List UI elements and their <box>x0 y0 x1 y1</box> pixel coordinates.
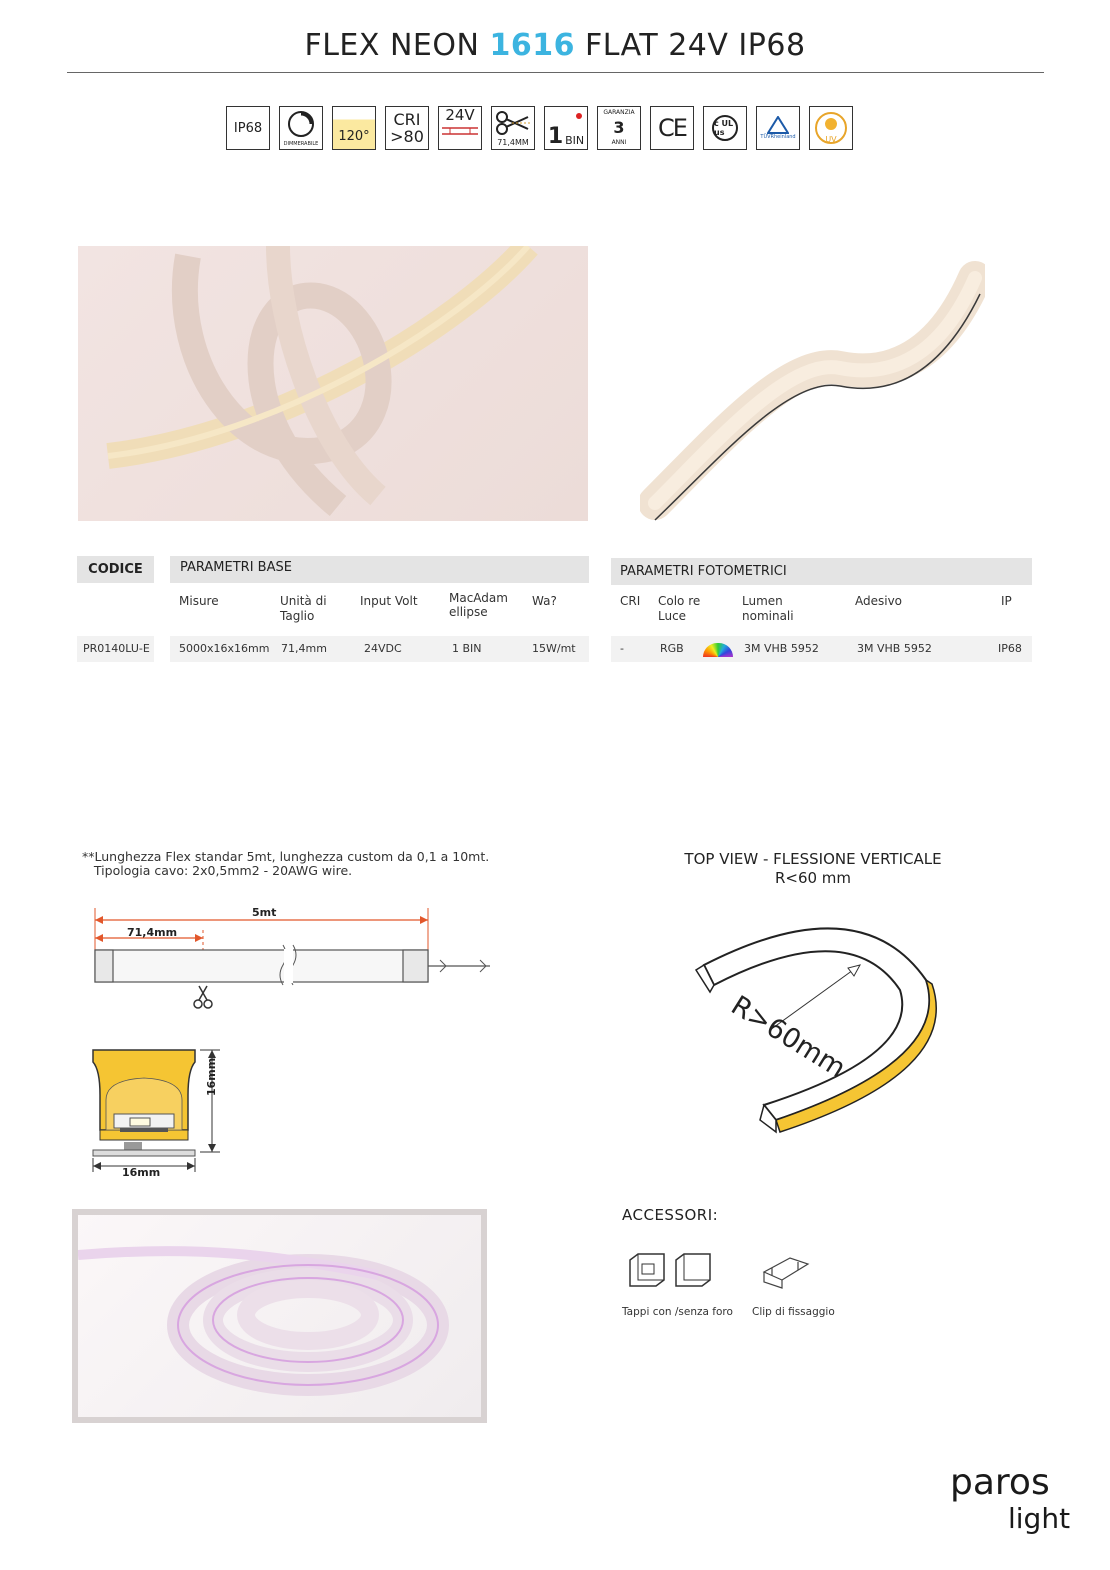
voltage-icon: 24V <box>438 106 482 150</box>
row-adesivo: 3M VHB 5952 <box>857 642 932 655</box>
page-title <box>0 28 1110 63</box>
row-ip: IP68 <box>998 642 1022 655</box>
col-lumen: Lumen nominali <box>742 594 794 623</box>
warranty-icon: GARANZIA 3 ANNI <box>597 106 641 150</box>
height-label: 16mm <box>205 1057 218 1096</box>
row-macadam: 1 BIN <box>452 642 482 655</box>
col-macadam: MacAdam ellipse <box>449 591 508 619</box>
cut-icon: 71,4MM <box>491 106 535 150</box>
product-photo-1 <box>78 246 588 521</box>
ce-icon: CE <box>650 106 694 150</box>
tuv-icon: TÜVRheinland <box>756 106 800 150</box>
cut-length-label: 71,4mm <box>127 926 178 939</box>
feature-icons <box>226 106 853 152</box>
caps-label: Tappi con /senza foro <box>622 1306 733 1318</box>
col-ip: IP <box>1001 594 1012 608</box>
col-input-volt: Input Volt <box>360 594 418 608</box>
row-unita: 71,4mm <box>281 642 327 655</box>
foto-params-header: PARAMETRI FOTOMETRICI <box>611 558 1032 585</box>
row-colore: RGB <box>660 642 684 655</box>
col-adesivo: Adesivo <box>855 594 903 608</box>
beam-angle-icon: 120° <box>332 106 376 150</box>
col-colore: Colo re Luce <box>658 594 701 623</box>
col-unita: Unità di Taglio <box>280 594 327 623</box>
uv-icon: UV <box>809 106 853 150</box>
width-label: 16mm <box>122 1166 161 1179</box>
topview-line1: TOP VIEW - FLESSIONE VERTICALE <box>684 850 942 868</box>
mounting-clip-icon <box>760 1252 812 1290</box>
row-watt: 15W/mt <box>532 642 576 655</box>
row-lumen: 3M VHB 5952 <box>744 642 819 655</box>
total-length-label: 5mt <box>252 906 277 919</box>
ul-icon: c UL us <box>703 106 747 150</box>
row-input-volt: 24VDC <box>364 642 402 655</box>
row-codice: PR0140LU-E <box>83 642 150 655</box>
title-post: FLAT 24V IP68 <box>574 28 806 63</box>
product-photo-2 <box>640 258 985 528</box>
topview-line2: R<60 mm <box>774 869 852 887</box>
base-params-header: PARAMETRI BASE <box>170 556 589 583</box>
row-misure: 5000x16x16mm <box>179 642 270 655</box>
title-pre: FLEX NEON <box>304 28 490 63</box>
brand-logo-light: light <box>1008 1502 1071 1535</box>
col-misure: Misure <box>179 594 219 608</box>
cri-icon: CRI >80 <box>385 106 429 150</box>
row-cri: - <box>620 642 624 655</box>
length-note: **Lunghezza Flex standar 5mt, lunghezza custom da 0,1 a 10mt. Tipologia cavo: 2x0,5mm2 - 20AWG wire. <box>82 849 490 878</box>
bend-radius-drawing <box>690 910 950 1140</box>
product-photo-3 <box>72 1209 487 1423</box>
bin-icon: 1 BIN <box>544 106 588 150</box>
accessories-title: ACCESSORI: <box>622 1206 719 1224</box>
ip68-icon: IP68 <box>226 106 270 150</box>
title-accent: 1616 <box>489 28 575 63</box>
title-divider <box>67 72 1044 73</box>
col-watt: Wa? <box>532 594 557 608</box>
col-cri: CRI <box>620 594 641 608</box>
topview-title <box>640 850 986 888</box>
length-drawing <box>85 900 505 1015</box>
radius-label: R>60mm <box>725 990 851 1085</box>
brand-logo-paros: paros <box>950 1462 1050 1503</box>
end-caps-icon <box>626 1250 721 1292</box>
dimmable-icon: DIMMERABILE <box>279 106 323 150</box>
codice-header: CODICE <box>77 556 154 583</box>
clip-label: Clip di fissaggio <box>752 1306 835 1318</box>
